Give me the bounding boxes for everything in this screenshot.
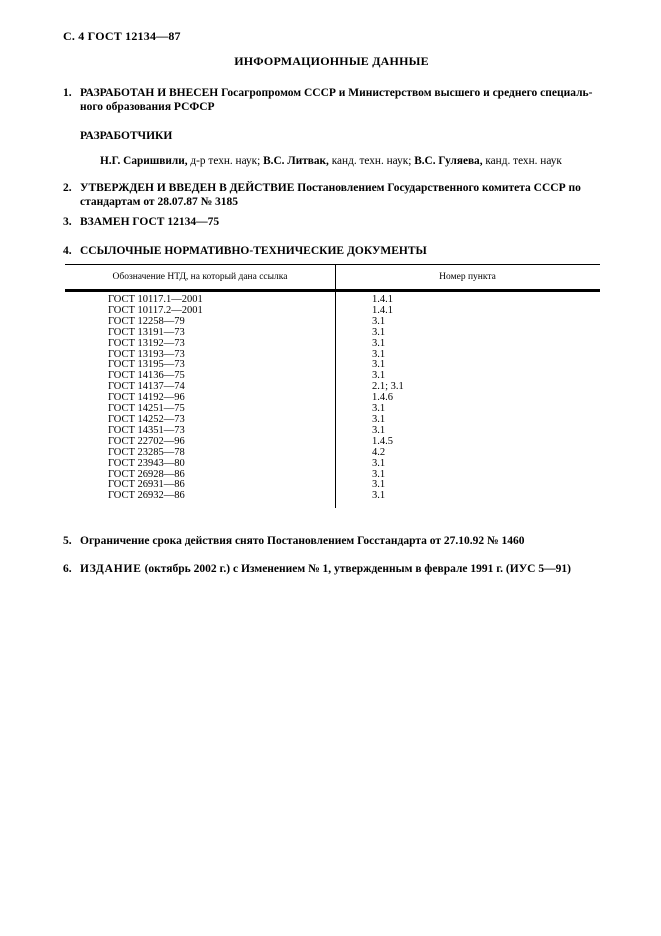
punkt-number: 3.1 [372,337,386,349]
item-2-body [80,182,600,209]
item-6-number: 6. [63,562,72,575]
item-3-number: 3. [63,216,72,228]
page-header: С. 4 ГОСТ 12134—87 [63,29,181,43]
punkt-number: 3.1 [372,315,386,327]
punkt-number: 3.1 [372,403,386,415]
doc-title: ИНФОРМАЦИОННЫЕ ДАННЫЕ [234,54,429,68]
item-5-text: Ограничение срока действия снято Постановлением Госстандарта от 27.10.92 № 1460 [80,535,525,548]
punkt-number: 3.1 [372,359,386,371]
punkt-number: 4.2 [372,446,386,458]
punkt-number: 3.1 [372,424,386,436]
developer-degree: канд. техн. наук [482,155,562,167]
punkt-number: 3.1 [372,413,386,425]
item-6-word-izdanie: ИЗДАНИЕ [80,562,142,575]
punkt-number: 3.1 [372,457,386,469]
item-1-line-2: ного образования РСФСР [80,100,215,113]
item-3 [63,216,600,230]
col-header-ntd: Обозначение НТД, на который дана ссылка [112,272,288,282]
item-6 [63,563,600,577]
ntd-designation: ГОСТ 10117.1—2001 [108,294,203,305]
ntd-designation: ГОСТ 26928—86 [108,468,185,480]
item-5-number: 5. [63,535,72,548]
punkt-number: 3.1 [372,370,386,382]
ntd-designation: ГОСТ 13195—73 [108,359,185,371]
ntd-designation: ГОСТ 14136—75 [108,370,185,382]
item-6-rest: (октябрь 2002 г.) с Изменением № 1, утвержденным в феврале 1991 г. (ИУС 5—91) [141,562,571,575]
developer-name: В.С. Литвак, [263,155,329,167]
table-header-row [65,265,600,292]
ntd-designation: ГОСТ 13192—73 [108,337,185,349]
item-2-line-1: УТВЕРЖДЕН И ВВЕДЕН В ДЕЙСТВИЕ Постановлением Государственного комитета СССР по [80,182,581,194]
item-4-text: ССЫЛОЧНЫЕ НОРМАТИВНО-ТЕХНИЧЕСКИЕ ДОКУМЕНТЫ [80,244,427,257]
developer-degree: канд. техн. наук; [328,155,415,167]
item-1-line-1: РАЗРАБОТАН И ВНЕСЕН Госагропромом СССР и Министерством высшего и среднего специаль- [80,87,593,99]
ntd-designation: ГОСТ 14252—73 [108,413,185,425]
punkt-number: 3.1 [372,490,386,502]
ntd-designation: ГОСТ 10117.2—2001 [108,304,203,316]
developer-name: Н.Г. Саришвили, [100,155,188,167]
table-row [65,459,600,470]
punkt-number: 3.1 [372,326,386,338]
punkt-number: 3.1 [372,468,386,480]
ntd-designation: ГОСТ 22702—96 [108,435,185,447]
punkt-number: 1.4.5 [372,435,393,447]
punkt-number: 1.4.1 [372,294,393,305]
table-row [65,448,600,459]
reference-table [65,264,600,508]
page-content [63,29,600,576]
developers-line [100,155,600,168]
item-2 [63,182,600,209]
item-2-line-2: стандартам от 28.07.87 № 3185 [80,195,239,208]
item-3-text: ВЗАМЕН ГОСТ 12134—75 [80,216,220,228]
item-4 [63,245,600,259]
ntd-designation: ГОСТ 23943—80 [108,457,185,469]
punkt-number: 3.1 [372,479,386,491]
table-row [65,491,600,502]
item-1-number: 1. [63,87,72,99]
punkt-number: 2.1; 3.1 [372,381,404,393]
ntd-designation: ГОСТ 14251—75 [108,403,185,415]
col-header-punkt: Номер пункта [439,272,496,282]
punkt-number: 1.4.6 [372,392,393,404]
ntd-designation: ГОСТ 23285—78 [108,446,185,458]
developers-heading: РАЗРАБОТЧИКИ [80,130,173,142]
table-rows [65,292,600,508]
table-column-divider [335,265,336,508]
table-row [65,339,600,350]
ntd-designation: ГОСТ 26931—86 [108,479,185,491]
developer-name: В.С. Гуляева, [414,155,483,167]
punkt-number: 1.4.1 [372,304,393,316]
ntd-designation: ГОСТ 14192—96 [108,392,185,404]
ntd-designation: ГОСТ 13191—73 [108,326,185,338]
ntd-designation: ГОСТ 13193—73 [108,348,185,360]
ntd-designation: ГОСТ 14137—74 [108,381,185,393]
item-1-body [80,87,600,114]
developer-degree: д-р техн. наук; [187,155,264,167]
ntd-designation: ГОСТ 12258—79 [108,315,185,327]
table-row [65,328,600,339]
ntd-designation: ГОСТ 14351—73 [108,424,185,436]
punkt-number: 3.1 [372,348,386,360]
item-6-text [80,563,600,577]
item-2-number: 2. [63,182,72,194]
item-1 [63,87,600,114]
ntd-designation: ГОСТ 26932—86 [108,490,185,502]
item-5 [63,535,600,549]
item-4-number: 4. [63,244,72,257]
